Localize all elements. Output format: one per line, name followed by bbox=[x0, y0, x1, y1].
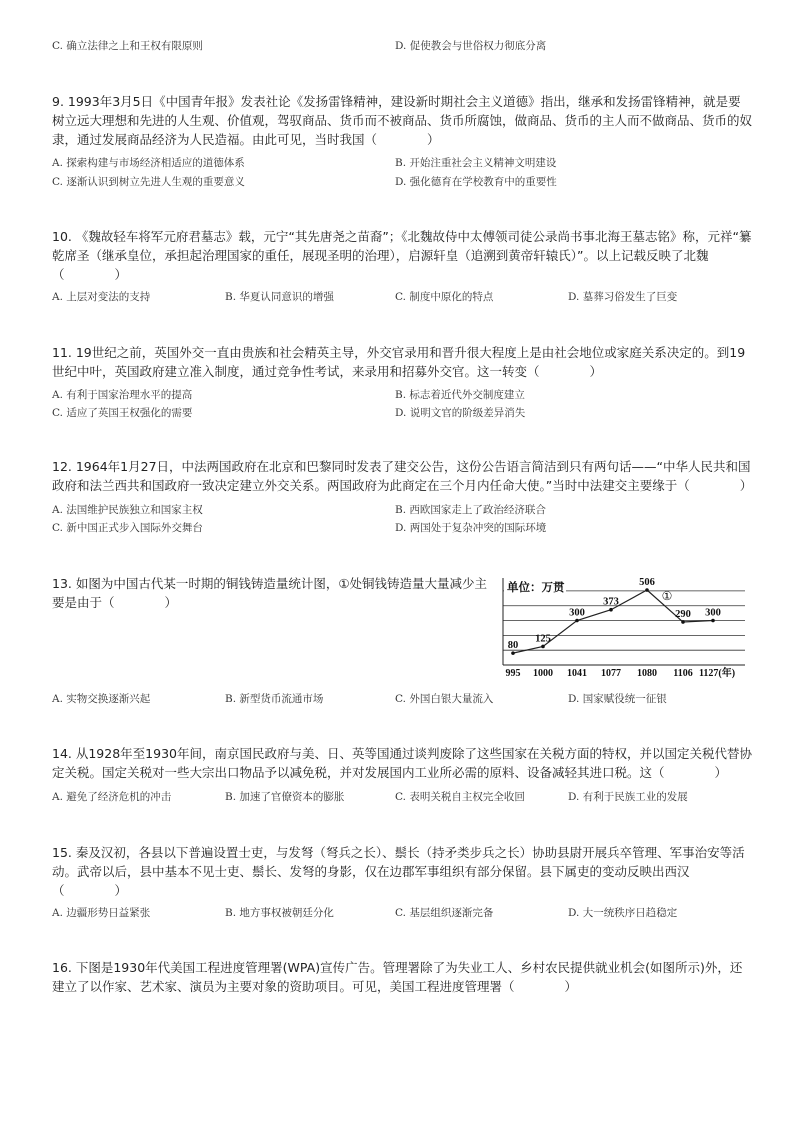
question-11-stem: 11. 19世纪之前，英国外交一直由贵族和社会精英主导，外交官录用和晋升很大程度上是由社会地位或家庭关系决定的。到19世纪中叶，英国政府建立准入制度，通过竞争性考试，来录用和招募外交官。这一转变（ ） bbox=[52, 345, 746, 379]
data-point bbox=[541, 645, 545, 649]
q11-option-c[interactable]: C. 适应了英国王权强化的需要 bbox=[52, 407, 193, 419]
question-15-stem: 15. 秦及汉初，各县以下普遍设置士吏，与发弩（弩兵之长）、鬃长（持矛类步兵之长）协助县尉开展兵卒管理、军事治安等活动。武帝以后，县中基本不见士吏、鬃长、发弩的身影，仅在边郡军事组织有部分保留。县下属吏的变动反映出西汉（ ） bbox=[52, 845, 745, 898]
data-label: 300 bbox=[569, 607, 585, 619]
data-point bbox=[681, 620, 685, 624]
data-label: 290 bbox=[675, 609, 691, 621]
option-d-prev: D. 促使教会与世俗权力彻底分离 bbox=[395, 40, 547, 52]
q11-option-b[interactable]: B. 标志着近代外交制度建立 bbox=[395, 389, 525, 401]
data-point bbox=[609, 608, 613, 612]
q10-option-a[interactable]: A. 上层对变法的支持 bbox=[52, 291, 151, 303]
q15-option-d[interactable]: D. 大一统秩序日趋稳定 bbox=[568, 907, 678, 919]
q13-option-b[interactable]: B. 新型货币流通市场 bbox=[225, 693, 324, 705]
data-label: 506 bbox=[639, 577, 655, 589]
q13-option-c[interactable]: C. 外国白银大量流入 bbox=[395, 693, 494, 705]
data-label: 300 bbox=[705, 607, 721, 619]
q9-option-d[interactable]: D. 强化德育在学校教育中的重要性 bbox=[395, 176, 557, 188]
q11-option-a[interactable]: A. 有利于国家治理水平的提高 bbox=[52, 389, 193, 401]
q10-option-d[interactable]: D. 墓葬习俗发生了巨变 bbox=[568, 291, 678, 303]
coin-minting-chart bbox=[495, 574, 750, 680]
unit-label: 单位：万贯 bbox=[507, 582, 565, 594]
x-tick-label: 1000 bbox=[533, 668, 553, 679]
question-9-stem: 9. 1993年3月5日《中国青年报》发表社论《发扬雷锋精神，建设新时期社会主义道德》指出，继承和发扬雷锋精神，就是要树立远大理想和先进的人生观、价值观，驾驭商品、货币而不被商品、货币所腐蚀，做商品、货币的主人而不做商品、货币的奴隶，通过发展商品经济为人民造福。由此可见，当时我国（ ） bbox=[52, 94, 753, 147]
q9-option-a[interactable]: A. 探索构建与市场经济相适应的道德体系 bbox=[52, 157, 245, 169]
q14-option-b[interactable]: B. 加速了官僚资本的膨胀 bbox=[225, 791, 345, 803]
x-tick-label: 1127(年) bbox=[698, 668, 736, 679]
data-label: 373 bbox=[603, 596, 619, 608]
x-tick-label: 995 bbox=[505, 668, 521, 679]
q14-option-d[interactable]: D. 有利于民族工业的发展 bbox=[568, 791, 688, 803]
question-14-stem: 14. 从1928年至1930年间，南京国民政府与美、日、英等国通过谈判废除了这些国家在关税方面的特权，并以国定关税代替协定关税。国定关税对一些大宗出口物品予以减免税，并对发展国内工业所必需的原料、设备减轻其进口税。这（ ） bbox=[52, 746, 752, 780]
data-point bbox=[711, 619, 715, 623]
annotation-circle-1: ① bbox=[661, 588, 673, 603]
q12-option-a[interactable]: A. 法国维护民族独立和国家主权 bbox=[52, 504, 203, 516]
data-point bbox=[645, 588, 649, 592]
x-tick-label: 1106 bbox=[673, 668, 693, 679]
option-c-prev: C. 确立法律之上和王权有限原则 bbox=[52, 40, 203, 52]
q12-option-b[interactable]: B. 西欧国家走上了政治经济联合 bbox=[395, 504, 546, 516]
q14-option-a[interactable]: A. 避免了经济危机的冲击 bbox=[52, 791, 172, 803]
q15-option-b[interactable]: B. 地方事权被朝廷分化 bbox=[225, 907, 334, 919]
q15-option-c[interactable]: C. 基层组织逐渐完备 bbox=[395, 907, 494, 919]
data-label: 80 bbox=[507, 640, 519, 652]
q11-option-d[interactable]: D. 说明文官的阶级差异消失 bbox=[395, 407, 526, 419]
x-tick-label: 1080 bbox=[637, 668, 657, 679]
question-10-stem: 10. 《魏故轻车将军元府君墓志》载，元宁“其先唐尧之苗裔”；《北魏故侍中太傅领司徒公录尚书事北海王墓志铭》称，元祥“纂乾席圣（继承皇位，承担起治理国家的重任，展现圣明的治理），启源轩皇（追溯到黄帝轩辕氏）”。以上记载反映了北魏（ ） bbox=[52, 229, 752, 282]
data-point bbox=[511, 651, 515, 655]
question-13-stem: 13. 如图为中国古代某一时期的铜钱铸造量统计图，①处铜钱铸造量大量减少主要是由于（ ） bbox=[52, 576, 488, 610]
x-tick-label: 1077 bbox=[601, 668, 621, 679]
q13-option-a[interactable]: A. 实物交换逐渐兴起 bbox=[52, 693, 151, 705]
q9-option-b[interactable]: B. 开始注重社会主义精神文明建设 bbox=[395, 157, 557, 169]
q10-option-b[interactable]: B. 华夏认同意识的增强 bbox=[225, 291, 334, 303]
data-point bbox=[575, 619, 579, 623]
x-tick-label: 1041 bbox=[567, 668, 587, 679]
q15-option-a[interactable]: A. 边疆形势日益紧张 bbox=[52, 907, 151, 919]
q14-option-c[interactable]: C. 表明关税自主权完全收回 bbox=[395, 791, 525, 803]
q9-option-c[interactable]: C. 逐渐认识到树立先进人生观的重要意义 bbox=[52, 176, 245, 188]
q10-option-c[interactable]: C. 制度中原化的特点 bbox=[395, 291, 494, 303]
q12-option-c[interactable]: C. 新中国正式步入国际外交舞台 bbox=[52, 522, 203, 534]
q12-option-d[interactable]: D. 两国处于复杂冲突的国际环境 bbox=[395, 522, 547, 534]
q13-option-d[interactable]: D. 国家赋役统一征银 bbox=[568, 693, 667, 705]
data-label: 125 bbox=[535, 633, 551, 645]
question-12-stem: 12. 1964年1月27日，中法两国政府在北京和巴黎同时发表了建交公告，这份公告语言简洁到只有两句话——“中华人民共和国政府和法兰西共和国政府一致决定建立外交关系。两国政府为此商定在三个月内任命大使。”当时中法建交主要缘于（ ） bbox=[52, 459, 753, 493]
question-16-stem: 16. 下图是1930年代美国工程进度管理署(WPA)宣传广告。管理署除了为失业工人、乡村农民提供就业机会(如图所示)外，还建立了以作家、艺术家、演员为主要对象的资助项目。可见，美国工程进度管理署（ ） bbox=[52, 960, 743, 994]
